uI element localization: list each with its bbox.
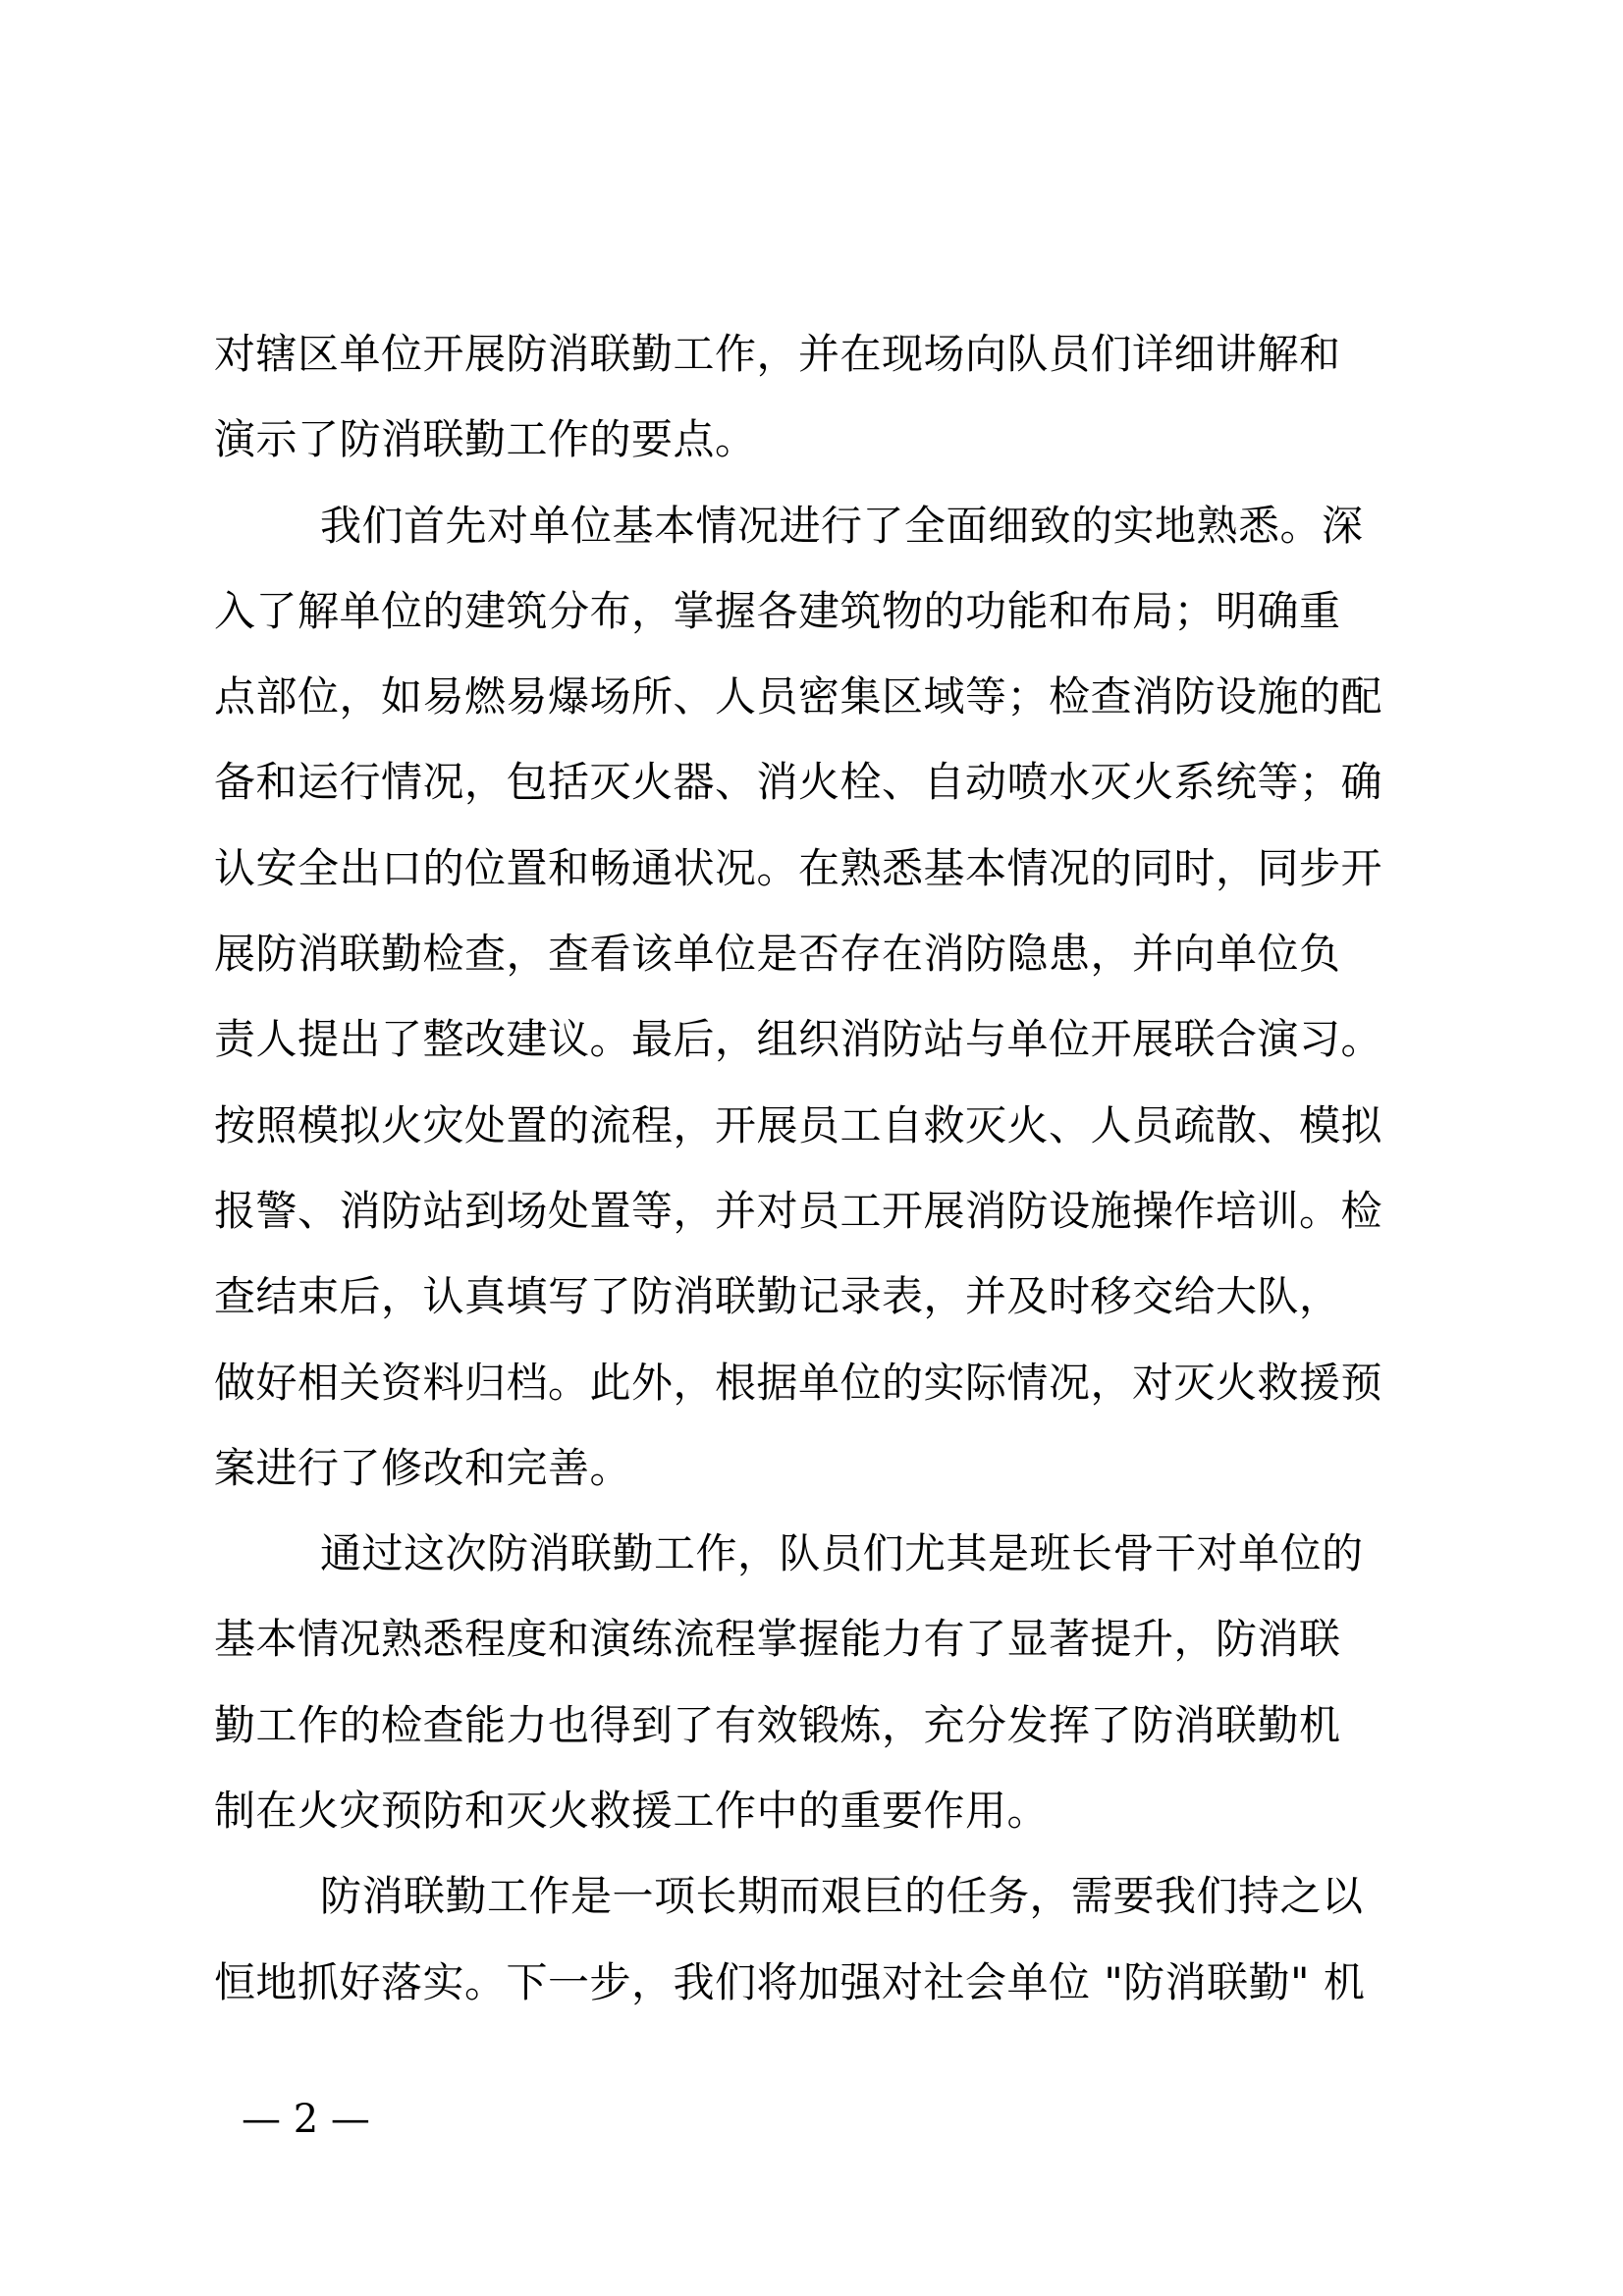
paragraph-line: 勤工作的检查能力也得到了有效锻炼，充分发挥了防消联勤机 [214, 1700, 1341, 1749]
paragraph-line: 基本情况熟悉程度和演练流程掌握能力有了显著提升，防消联 [214, 1615, 1341, 1664]
paragraph-line: 恒地抓好落实。下一步，我们将加强对社会单位 "防消联勤" 机 [214, 1957, 1366, 2006]
paragraph-line: 点部位，如易燃易爆场所、人员密集区域等；检查消防设施的配 [214, 672, 1383, 721]
paragraph-line: 防消联勤工作是一项长期而艰巨的任务，需要我们持之以 [320, 1872, 1364, 1921]
paragraph-line: 备和运行情况，包括灭火器、消火栓、自动喷水灭火系统等；确 [214, 758, 1383, 807]
paragraph-line: 案进行了修改和完善。 [214, 1443, 632, 1492]
page-number: — 2 — [242, 2097, 370, 2142]
paragraph-line: 责人提出了整改建议。最后，组织消防站与单位开展联合演习。 [214, 1015, 1383, 1064]
paragraph-line: 我们首先对单位基本情况进行了全面细致的实地熟悉。深 [320, 501, 1364, 550]
paragraph-line: 认安全出口的位置和畅通状况。在熟悉基本情况的同时，同步开 [214, 843, 1383, 892]
paragraph-line: 通过这次防消联勤工作，队员们尤其是班长骨干对单位的 [320, 1529, 1364, 1578]
paragraph-line: 对辖区单位开展防消联勤工作，并在现场向队员们详细讲解和 [214, 330, 1341, 378]
paragraph-line: 演示了防消联勤工作的要点。 [214, 415, 757, 464]
paragraph-line: 查结束后，认真填写了防消联勤记录表，并及时移交给大队， [214, 1272, 1341, 1321]
body-text [214, 311, 1451, 2025]
paragraph-line: 做好相关资料归档。此外，根据单位的实际情况，对灭火救援预 [214, 1358, 1383, 1407]
paragraph-line: 入了解单位的建筑分布，掌握各建筑物的功能和布局；明确重 [214, 586, 1341, 635]
paragraph-line: 展防消联勤检查，查看该单位是否存在消防隐患，并向单位负 [214, 930, 1341, 979]
paragraph-line: 报警、消防站到场处置等，并对员工开展消防设施操作培训。检 [214, 1186, 1383, 1235]
paragraph-line: 制在火灾预防和灭火救援工作中的重要作用。 [214, 1787, 1050, 1836]
paragraph-line: 按照模拟火灾处置的流程，开展员工自救灭火、人员疏散、模拟 [214, 1100, 1383, 1149]
